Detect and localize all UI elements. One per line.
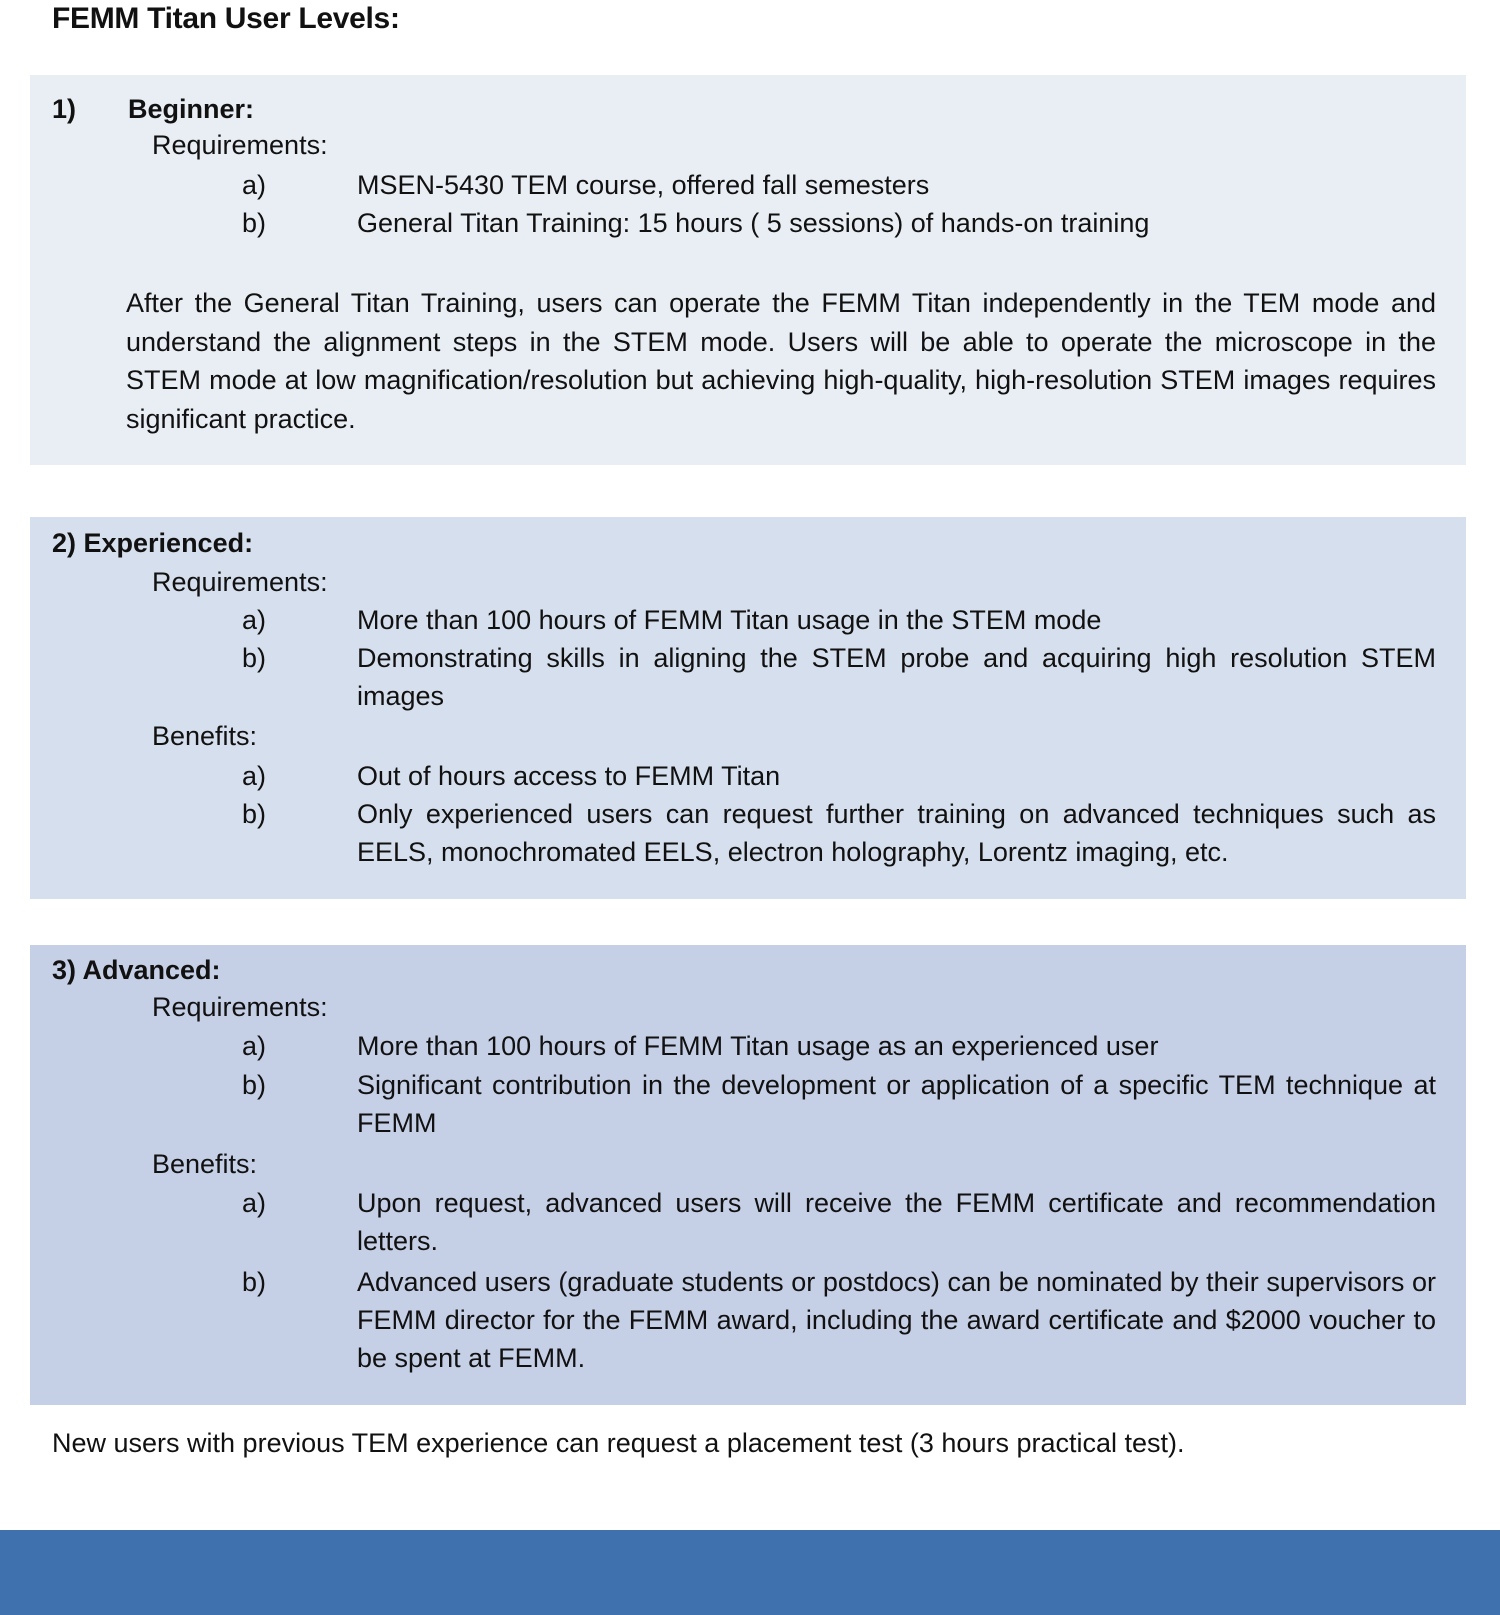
requirement-item bbox=[242, 639, 1436, 715]
level-name: Beginner: bbox=[128, 94, 255, 124]
requirement-item bbox=[242, 1027, 1436, 1065]
requirements-label: Requirements: bbox=[152, 992, 328, 1022]
item-text: Significant contribution in the development or application of a specific TEM technique at FEMM bbox=[357, 1070, 1436, 1138]
item-text: Advanced users (graduate students or postdocs) can be nominated by their supervisors or FEMM director for the FEMM award, including the award certificate and $2000 voucher to be spent at FEMM. bbox=[357, 1267, 1436, 1373]
item-text: Out of hours access to FEMM Titan bbox=[357, 761, 781, 791]
item-letter: a) bbox=[242, 170, 267, 200]
footer-bar bbox=[0, 1530, 1500, 1615]
item-letter: a) bbox=[242, 1188, 267, 1218]
item-text: More than 100 hours of FEMM Titan usage in the STEM mode bbox=[357, 605, 1102, 635]
advanced-section bbox=[30, 945, 1466, 1405]
item-text: Upon request, advanced users will receive the FEMM certificate and recommendation letters. bbox=[357, 1188, 1436, 1256]
item-letter: a) bbox=[242, 605, 267, 635]
item-text: Only experienced users can request further training on advanced techniques such as EELS, monochromated EELS, electron holography, Lorentz imaging, etc. bbox=[357, 799, 1436, 867]
item-letter: b) bbox=[242, 799, 267, 829]
requirement-item bbox=[242, 1066, 1436, 1142]
beginner-section bbox=[30, 75, 1466, 465]
benefits-label: Benefits: bbox=[152, 721, 258, 751]
item-letter: b) bbox=[242, 208, 267, 238]
benefit-item bbox=[242, 1263, 1436, 1377]
experienced-heading: 2) Experienced: bbox=[52, 528, 254, 558]
item-text: More than 100 hours of FEMM Titan usage as an experienced user bbox=[357, 1031, 1159, 1061]
item-letter: a) bbox=[242, 1031, 267, 1061]
benefit-item bbox=[242, 795, 1436, 871]
item-text: MSEN-5430 TEM course, offered fall semesters bbox=[357, 170, 930, 200]
page-title: FEMM Titan User Levels: bbox=[52, 2, 400, 35]
benefit-item bbox=[242, 1184, 1436, 1260]
requirements-label: Requirements: bbox=[152, 567, 328, 597]
requirements-label: Requirements: bbox=[152, 130, 328, 160]
item-letter: b) bbox=[242, 1070, 267, 1100]
beginner-heading bbox=[52, 89, 254, 129]
requirement-item bbox=[242, 166, 1436, 204]
benefit-item bbox=[242, 757, 1436, 795]
level-number: 1) bbox=[52, 94, 77, 124]
item-text: General Titan Training: 15 hours ( 5 sessions) of hands-on training bbox=[357, 208, 1150, 238]
item-letter: b) bbox=[242, 643, 267, 673]
item-letter: a) bbox=[242, 761, 267, 791]
item-letter: b) bbox=[242, 1267, 267, 1297]
item-text: Demonstrating skills in aligning the STEM probe and acquiring high resolution STEM images bbox=[357, 643, 1436, 711]
placement-note: New users with previous TEM experience can request a placement test (3 hours practical test). bbox=[52, 1428, 1185, 1458]
benefits-label: Benefits: bbox=[152, 1149, 258, 1179]
requirement-item bbox=[242, 601, 1436, 639]
advanced-heading: 3) Advanced: bbox=[52, 955, 221, 985]
beginner-description: After the General Titan Training, users can operate the FEMM Titan independently in the TEM mode and understand the alignment steps in the STEM mode. Users will be able to operate the microscope in the STEM mode at low magnification/resolution but achieving high-quality, high-resolution STEM images requires significant practice. bbox=[126, 288, 1436, 434]
requirement-item bbox=[242, 204, 1436, 242]
experienced-section bbox=[30, 517, 1466, 899]
